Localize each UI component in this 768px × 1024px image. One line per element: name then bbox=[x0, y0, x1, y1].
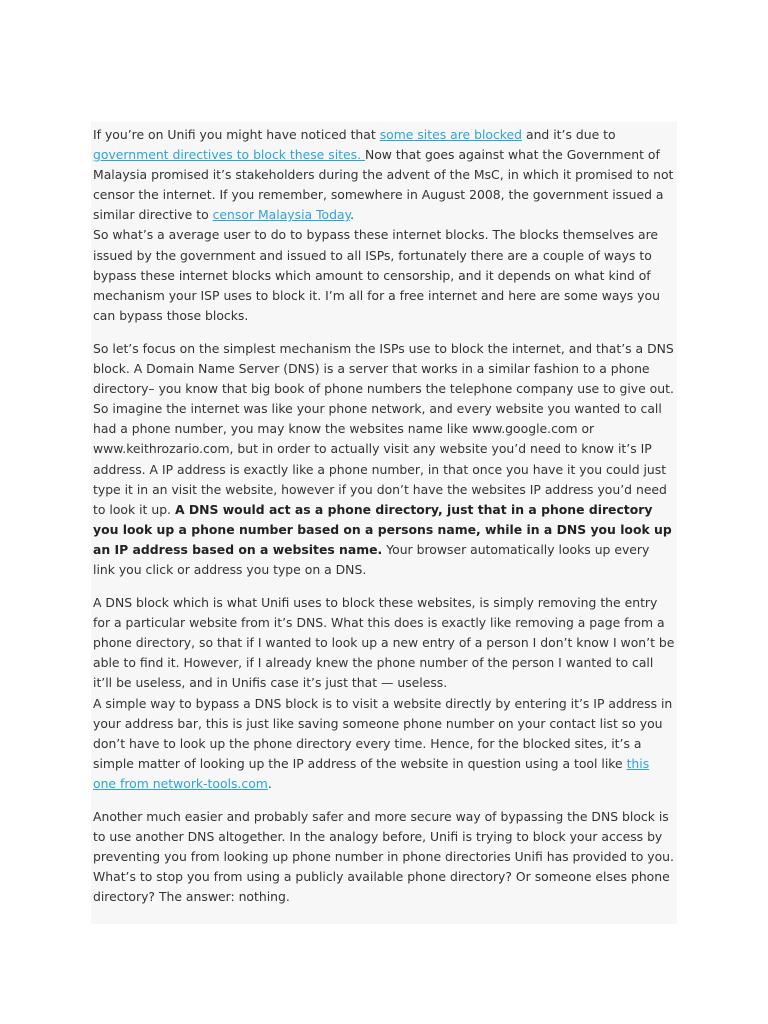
bold-emphasis: A DNS would act as a phone directory, just that in a phone directory you look up a phone number based on a persons name, while in a DNS you look up an IP address based on a websites name. bbox=[93, 501, 672, 557]
paragraph-text: Now that goes against what the Government of Malaysia promised it’s stakeholders during the advent of the MsC, in which it promised to not censor the internet. If you remember, somewhere in August 2008, the government issued a similar directive to bbox=[93, 147, 674, 223]
paragraph-text: So let’s focus on the simplest mechanism the ISPs use to block the internet, and that’s a DNS block. A Domain Name Server (DNS) is a server that works in a similar fashion to a phone directory– you know that big book of phone numbers the telephone company use to give out. bbox=[93, 340, 674, 397]
link-government-directives[interactable]: government directives to block these sites. bbox=[93, 147, 365, 163]
link-censor-malaysia-today[interactable]: censor Malaysia Today bbox=[212, 207, 351, 223]
paragraph-text: Your browser automatically looks up every link you click or address you type on a DNS. bbox=[93, 541, 650, 577]
paragraph-text: . bbox=[350, 207, 355, 223]
paragraph-text: So imagine the internet was like your phone network, and every website you wanted to call had a phone number, you may know the websites name like www.google.com or www.keithrozario.com, but in order to actually visit any website you’d need to know it’s IP address. A IP address is exactly like a phone number, in that once you have it you could just type it in an visit the website, however if you don’t have the websites IP address you’d need to look it up. bbox=[93, 401, 667, 517]
article-body bbox=[91, 122, 677, 924]
paragraph-text: A simple way to bypass a DNS block is to visit a website directly by entering it’s IP address in your address bar, this is just like saving someone phone number on your contact list so you don’t have to look up the phone directory every time. Hence, for the blocked sites, it’s a simple matter of looking up the IP address of the website in question using a tool like bbox=[93, 695, 673, 771]
paragraph-text: Another much easier and probably safer and more secure way of bypassing the DNS block is to use another DNS altogether. In the analogy before, Unifi is trying to block your access by preventing you from looking up phone number in phone directories Unifi has provided to you. What’s to stop you from using a publicly available phone directory? Or someone elses phone directory? The answer: nothing. bbox=[93, 809, 674, 905]
paragraph-dns-block bbox=[93, 593, 675, 794]
paragraph-intro bbox=[93, 125, 675, 326]
link-some-sites-blocked[interactable]: some sites are blocked bbox=[379, 127, 523, 142]
paragraph-alternative-dns bbox=[93, 807, 675, 907]
paragraph-text: A DNS block which is what Unifi uses to block these websites, is simply removing the entry for a particular website from it’s DNS. What this does is exactly like removing a page from a phone directory, so that if I wanted to look up a new entry of a person I don’t know I won’t be able to find it. However, if I already knew the phone number of the person I wanted to call it’ll be useless, and in Unifis case it’s just that — useless. bbox=[93, 595, 675, 691]
link-network-tools[interactable]: this one from network-tools.com bbox=[93, 755, 650, 791]
paragraph-text: and it’s due to bbox=[522, 127, 616, 142]
paragraph-text: If you’re on Unifi you might have noticed that bbox=[93, 127, 380, 142]
paragraph-dns-explained bbox=[93, 339, 675, 580]
paragraph-text: . bbox=[267, 775, 272, 791]
paragraph-text: So what’s a average user to do to bypass these internet blocks. The blocks themselves are issued by the government and issued to all ISPs, fortunately there are a couple of ways to bypass these internet blocks which amount to censorship, and it depends on what kind of mechanism your ISP uses to block it. I’m all for a free internet and here are some ways you can bypass those blocks. bbox=[93, 227, 660, 323]
